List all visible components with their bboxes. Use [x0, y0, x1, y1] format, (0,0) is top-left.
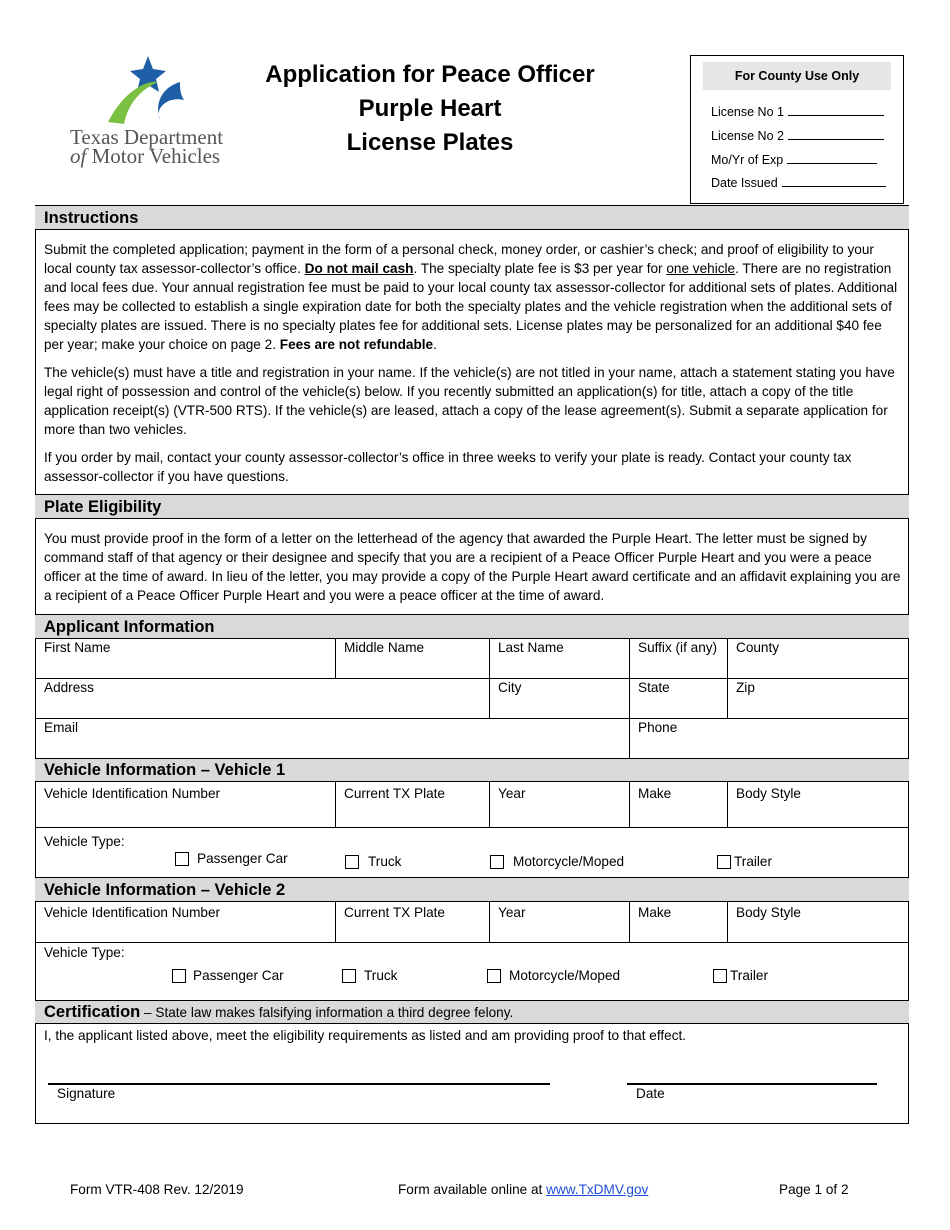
vehicle2-truck-label: Truck [364, 968, 398, 983]
instructions-paragraph-3: If you order by mail, contact your county assessor-collector’s office in three weeks to verify your plate is ready. Contact your county tax assessor-collector if you have questions. [44, 450, 852, 484]
vehicle2-trailer-checkbox[interactable] [713, 969, 727, 983]
license-no-2-field[interactable]: License No 2 [711, 127, 884, 143]
vehicle2-make-field[interactable]: Make [638, 905, 672, 920]
vehicle2-plate-field[interactable]: Current TX Plate [344, 905, 445, 920]
vehicle2-passenger-car-label: Passenger Car [193, 968, 284, 983]
instructions-paragraph-2: The vehicle(s) must have a title and registration in your name. If the vehicle(s) are not titled in your name, attach a statement stating you have legal right of possession and control of the vehicle(s) below. If you recently submitted an application(s) for title, attach a copy of the title application receipt(s) (VTR-500 RTS). If the vehicle(s) are leased, attach a copy of the lease agreement(s). Submit a separate application for more than two vehicles. [44, 365, 895, 437]
logo-blue-swoosh [158, 82, 184, 120]
signature-label: Signature [57, 1086, 116, 1101]
certification-statement: I, the applicant listed above, meet the eligibility requirements as listed and am providing proof to that effect. [44, 1028, 687, 1043]
vehicle2-truck-checkbox[interactable] [342, 969, 356, 983]
date-issued-field[interactable]: Date Issued [711, 174, 886, 190]
vehicle1-truck-label: Truck [368, 854, 402, 869]
page-title: Application for Peace Officer Purple Heart License Plates [265, 61, 595, 156]
vehicle1-trailer-checkbox[interactable] [717, 855, 731, 869]
vehicle1-motorcycle-checkbox[interactable] [490, 855, 504, 869]
vehicle2-motorcycle-checkbox[interactable] [487, 969, 501, 983]
vehicle1-type-label: Vehicle Type: [44, 834, 125, 849]
form-id: Form VTR-408 Rev. 12/2019 [70, 1182, 244, 1197]
signature-line[interactable] [48, 1083, 550, 1085]
instructions-heading: Instructions [35, 205, 909, 230]
instructions-paragraph-1: Submit the completed application; payment in the form of a personal check, money order, or cashier’s check; and proof of eligibility to your local county tax assessor-collector’s office. Do not mail cash. The specialty plate fee is $3 per year for one vehicle. There are no registration and local fees due. Your annual registration fee must be paid to your local county tax assessor-collector for additional sets of plates. Additional fees may be collected to establish a single expiration date for both the specialty plates and the vehicle registration when the additional sets of specialty plates are issued. There is no specialty plates fee for additional sets. License plates may be personalized for an additional $40 fee per year; make your choice on page 2. Fees are not refundable. [44, 242, 898, 352]
middle-name-field[interactable]: Middle Name [344, 640, 425, 655]
first-name-field[interactable]: First Name [44, 640, 111, 655]
date-label: Date [636, 1086, 665, 1101]
vehicle1-year-field[interactable]: Year [498, 786, 526, 801]
eligibility-text: You must provide proof in the form of a letter on the letterhead of the agency that awarded the Purple Heart. The letter must be signed by command staff of that agency or their designee and specify that you are a recipient of a Peace Officer Purple Heart and you were a peace officer at the time of award. In lieu of the letter, you may provide a copy of the Purple Heart award certificate and an affidavit explaining you are a recipient of a Peace Officer Purple Heart and you were a peace officer at the time of award. [44, 531, 901, 603]
vehicle2-trailer-label: Trailer [730, 968, 769, 983]
vehicle2-heading: Vehicle Information – Vehicle 2 [35, 877, 909, 902]
state-field[interactable]: State [638, 680, 670, 695]
city-field[interactable]: City [498, 680, 522, 695]
page-number: Page 1 of 2 [779, 1182, 849, 1197]
email-field[interactable]: Email [44, 720, 78, 735]
vehicle2-passenger-car-checkbox[interactable] [172, 969, 186, 983]
vehicle2-vin-field[interactable]: Vehicle Identification Number [44, 905, 221, 920]
vehicle1-body-style-field[interactable]: Body Style [736, 786, 801, 801]
exp-date-field[interactable]: Mo/Yr of Exp [711, 151, 877, 167]
certification-heading: Certification – State law makes falsifying information a third degree felony. [35, 1000, 909, 1024]
phone-field[interactable]: Phone [638, 720, 678, 735]
vehicle1-motorcycle-label: Motorcycle/Moped [513, 854, 625, 869]
vehicle2-year-field[interactable]: Year [498, 905, 526, 920]
vehicle2-body-style-field[interactable]: Body Style [736, 905, 801, 920]
license-no-1-field[interactable]: License No 1 [711, 103, 884, 119]
address-field[interactable]: Address [44, 680, 94, 695]
applicant-heading: Applicant Information [35, 614, 909, 639]
online-availability: Form available online at www.TxDMV.gov [398, 1182, 649, 1197]
county-use-box [690, 55, 904, 204]
vehicle1-plate-field[interactable]: Current TX Plate [344, 786, 445, 801]
suffix-field[interactable]: Suffix (if any) [638, 640, 718, 655]
vehicle1-truck-checkbox[interactable] [345, 855, 359, 869]
vehicle1-passenger-car-checkbox[interactable] [175, 852, 189, 866]
date-line[interactable] [627, 1083, 877, 1085]
vehicle2-type-label: Vehicle Type: [44, 945, 125, 960]
vehicle2-motorcycle-label: Motorcycle/Moped [509, 968, 621, 983]
vehicle1-heading: Vehicle Information – Vehicle 1 [35, 758, 909, 782]
county-field[interactable]: County [736, 640, 780, 655]
logo-green-swoosh [108, 82, 158, 124]
txdmv-link[interactable]: www.TxDMV.gov [546, 1182, 649, 1197]
logo-text-line1: Texas Department [70, 125, 224, 149]
county-use-heading: For County Use Only [703, 62, 891, 90]
logo-text-line2: of Motor Vehicles [70, 144, 221, 168]
zip-field[interactable]: Zip [736, 680, 755, 695]
eligibility-heading: Plate Eligibility [35, 494, 909, 519]
last-name-field[interactable]: Last Name [498, 640, 564, 655]
vehicle1-vin-field[interactable]: Vehicle Identification Number [44, 786, 221, 801]
vehicle1-passenger-car-label: Passenger Car [197, 851, 288, 866]
vehicle1-trailer-label: Trailer [734, 854, 773, 869]
vehicle1-make-field[interactable]: Make [638, 786, 672, 801]
